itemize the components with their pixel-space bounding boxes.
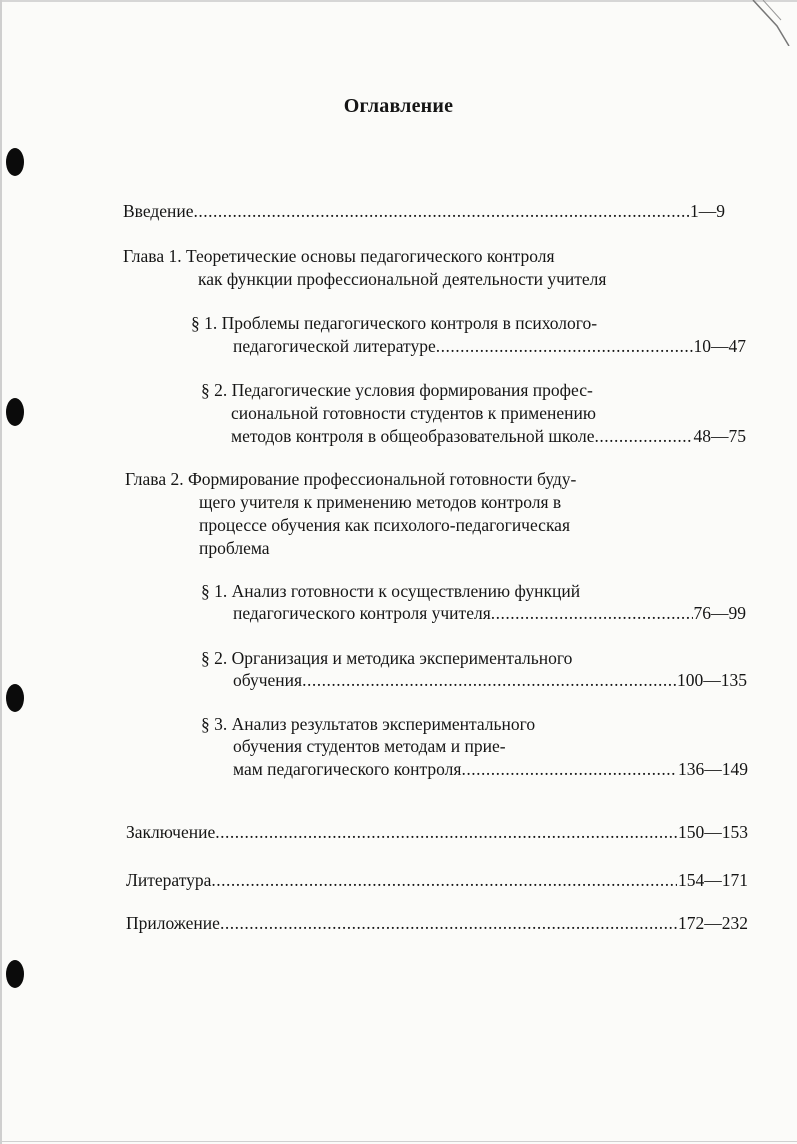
ch2-section-1-entry (233, 601, 746, 625)
ch2-section-3-line-1: § 3. Анализ результатов экспериментального (201, 714, 536, 734)
toc-pages: 10—47 (693, 336, 746, 356)
toc-pages: 150—153 (678, 822, 748, 842)
scan-edge-left (0, 0, 2, 1144)
punch-hole-2 (6, 398, 24, 426)
scan-edge-top (0, 0, 797, 2)
toc-label: Заключение (126, 822, 216, 842)
toc-pages: 1—9 (690, 201, 725, 221)
chapter-2-heading: Глава 2. Формирование профессиональной готовности буду- (125, 469, 577, 489)
chapter-1-heading-cont: как функции профессиональной деятельности учителя (198, 269, 607, 289)
toc-label: Литература (126, 870, 212, 890)
chapter-2-heading-line-2: щего учителя к применению методов контроля в (199, 492, 562, 512)
toc-label: педагогической литературе (233, 336, 436, 356)
toc-pages: 136—149 (678, 759, 748, 779)
ch2-section-3-entry (233, 757, 748, 781)
toc-label: обучения (233, 670, 303, 690)
toc-label: педагогического контроля учителя (233, 603, 491, 623)
toc-entry-intro (123, 199, 725, 223)
leader-dots (215, 820, 677, 844)
toc-entry-literature (126, 868, 748, 892)
leader-dots (302, 668, 676, 692)
ch2-section-1-line-1: § 1. Анализ готовности к осуществлению функций (201, 581, 581, 601)
ch1-section-1-line-1: § 1. Проблемы педагогического контроля в психолого- (191, 313, 598, 333)
chapter-2-heading-line-3: процессе обучения как психолого-педагогическая (199, 515, 571, 535)
punch-hole-4 (6, 960, 24, 988)
leader-dots (595, 424, 693, 448)
page-fold-corner-icon (751, 0, 791, 46)
punch-hole-3 (6, 684, 24, 712)
leader-dots (220, 911, 677, 935)
toc-label: Введение (123, 201, 194, 221)
leader-dots (436, 334, 693, 358)
leader-dots (491, 601, 693, 625)
toc-label: мам педагогического контроля (233, 759, 462, 779)
punch-hole-1 (6, 148, 24, 176)
ch1-section-2-entry (231, 424, 746, 448)
toc-pages: 48—75 (693, 426, 746, 446)
toc-pages: 100—135 (677, 670, 747, 690)
chapter-1-heading: Глава 1. Теоретические основы педагогического контроля (123, 246, 555, 266)
ch1-section-2-line-2: сиональной готовности студентов к применению (231, 403, 596, 423)
leader-dots (211, 868, 677, 892)
leader-dots (461, 757, 677, 781)
chapter-2-heading-line-4: проблема (199, 538, 270, 558)
scan-edge-bottom (0, 1141, 797, 1142)
ch2-section-3-line-2: обучения студентов методам и прие- (233, 736, 506, 756)
ch1-section-2-line-1: § 2. Педагогические условия формирования профес- (201, 380, 593, 400)
toc-entry-conclusion (126, 820, 748, 844)
ch2-section-2-entry (233, 668, 747, 692)
page-title: Оглавление (343, 95, 454, 117)
ch2-section-2-line-1: § 2. Организация и методика экспериментального (201, 648, 573, 668)
toc-pages: 76—99 (693, 603, 746, 623)
toc-pages: 154—171 (678, 870, 748, 890)
toc-entry-appendix (126, 911, 748, 935)
leader-dots (194, 199, 689, 223)
toc-label: Приложение (126, 913, 220, 933)
ch1-section-1-entry (233, 334, 746, 358)
toc-pages: 172—232 (678, 913, 748, 933)
toc-label: методов контроля в общеобразовательной школе (231, 426, 595, 446)
